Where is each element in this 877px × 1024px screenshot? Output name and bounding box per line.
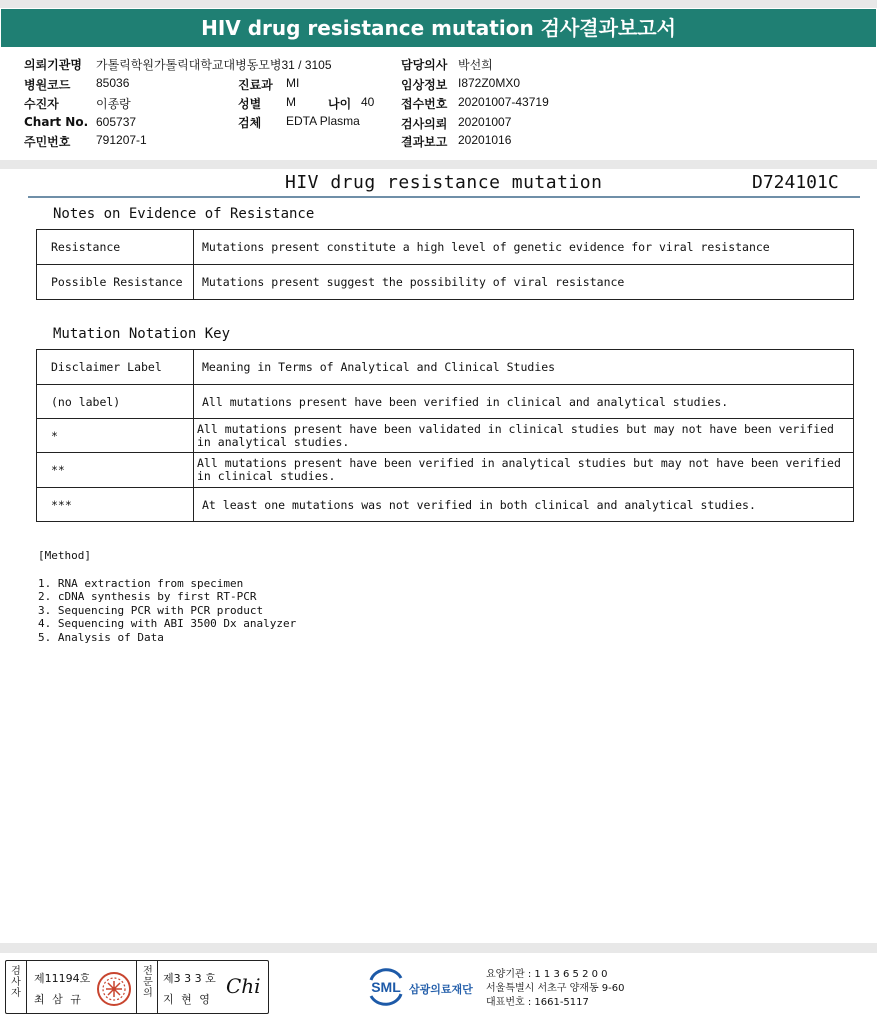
evidence-label: Possible Resistance [37,265,194,300]
table-row [37,419,854,453]
field-label-resident-no: 주민번호 [24,135,71,149]
examiner-name: 최 삼 규 [34,993,83,1006]
field-label-chart-no: Chart No. [24,115,89,129]
method-step: 1. RNA extraction from specimen [38,576,244,590]
field-value-hospital-code: 85036 [96,76,130,90]
notation-label: Disclaimer Label [37,350,194,385]
specialist-signature: Chi [226,974,261,998]
notation-label: ** [37,453,194,488]
evidence-label: Resistance [37,230,194,265]
field-value-test-requested: 20201007 [458,115,512,129]
table-row [37,488,854,522]
table-row [37,385,854,419]
field-value-patient: 이종랑 [96,97,131,111]
examiner-label-cell [6,961,27,1013]
field-value-result-report: 20201016 [458,133,512,147]
specialist-name: 지 현 영 [163,993,212,1006]
table-row [37,265,854,300]
specialist-label: 전 문 의 [143,966,153,999]
evidence-table [36,229,854,300]
method-step: 5. Analysis of Data [38,630,164,644]
field-label-patient: 수진자 [24,97,59,111]
notation-text: At least one mutations was not verified in both clinical and analytical studies. [194,488,854,522]
lab-address: 서울특별시 서초구 양재동 9-60 [486,983,625,994]
notation-text: All mutations present have been verified in analytical studies but may not have been verified in clinical studies. [194,453,854,488]
field-value-sex: M [286,95,296,109]
examiner-license: 제11194호 [34,972,91,985]
notation-text: All mutations present have been verified in clinical and analytical studies. [194,385,854,419]
notation-text: Meaning in Terms of Analytical and Clinical Studies [194,350,854,385]
field-value-chart-no: 605737 [96,115,137,129]
notation-label: * [37,419,194,453]
table-row [37,453,854,488]
field-label-age: 나이 [328,97,352,111]
field-label-result-report: 결과보고 [401,135,448,149]
specialist-label-cell [136,961,158,1013]
field-value-specimen: EDTA Plasma [286,114,360,128]
evidence-text: Mutations present constitute a high level of genetic evidence for viral resistance [194,230,854,265]
field-label-specimen: 검체 [238,116,262,130]
examiner-seal [96,971,132,1007]
field-label-hospital-code: 병원코드 [24,78,71,92]
field-label-receipt-no: 접수번호 [401,97,448,111]
field-label-department: 진료과 [238,78,273,92]
document-code: D724101C [752,172,839,193]
org-name: 삼광의료재단 [409,983,473,996]
patient-info [0,55,877,151]
method-step: 2. cDNA synthesis by first RT-PCR [38,590,257,604]
sml-logo-text: SML [371,979,401,995]
notation-table [36,349,854,522]
field-label-sex: 성별 [238,97,262,111]
lab-info [486,968,625,1010]
method-heading: [Method] [38,549,91,562]
field-value-receipt-no: 20201007-43719 [458,95,549,109]
method-step: 3. Sequencing PCR with PCR product [38,603,264,617]
title-rule [28,196,860,198]
section-separator [0,160,877,169]
notation-label: (no label) [37,385,194,419]
table-row [37,230,854,265]
institution-code: 요양기관 : 1 1 3 6 5 2 0 0 [486,969,608,980]
field-value-clinical-info: I872Z0MX0 [458,76,521,90]
field-label-clinical-info: 임상정보 [401,78,448,92]
field-value-doctor: 박선희 [458,58,493,72]
field-value-resident-no: 791207-1 [96,133,147,147]
field-value-department: MI [286,76,300,90]
field-value-age: 40 [361,95,375,109]
footer-separator [0,943,877,953]
field-label-test-requested: 검사의뢰 [401,117,448,131]
sml-logo-icon [365,966,407,1006]
signature-box [5,960,269,1014]
notation-label: *** [37,488,194,522]
notation-heading: Mutation Notation Key [53,326,231,342]
evidence-heading: Notes on Evidence of Resistance [53,206,315,222]
field-label-doctor: 담당의사 [401,58,448,72]
method-step: 4. Sequencing with ABI 3500 Dx analyzer [38,617,297,631]
field-value-requesting-institution: 가톨릭학원가톨릭대학교대병동모병31 / 3105 [96,58,332,72]
notation-text: All mutations present have been validated in clinical studies but may not have been verified in analytical studies. [194,419,854,453]
evidence-text: Mutations present suggest the possibility of viral resistance [194,265,854,300]
top-strip [0,0,877,8]
specialist-license: 제3 3 3 호 [163,972,216,985]
document-title: HIV drug resistance mutation [285,172,603,193]
method-section [38,549,296,645]
lab-phone: 대표번호 : 1661-5117 [486,997,589,1008]
table-row [37,350,854,385]
field-label-requesting-institution: 의뢰기관명 [24,58,82,72]
examiner-label: 검 사 자 [11,966,21,999]
report-title: HIV drug resistance mutation 검사결과보고서 [1,9,876,47]
